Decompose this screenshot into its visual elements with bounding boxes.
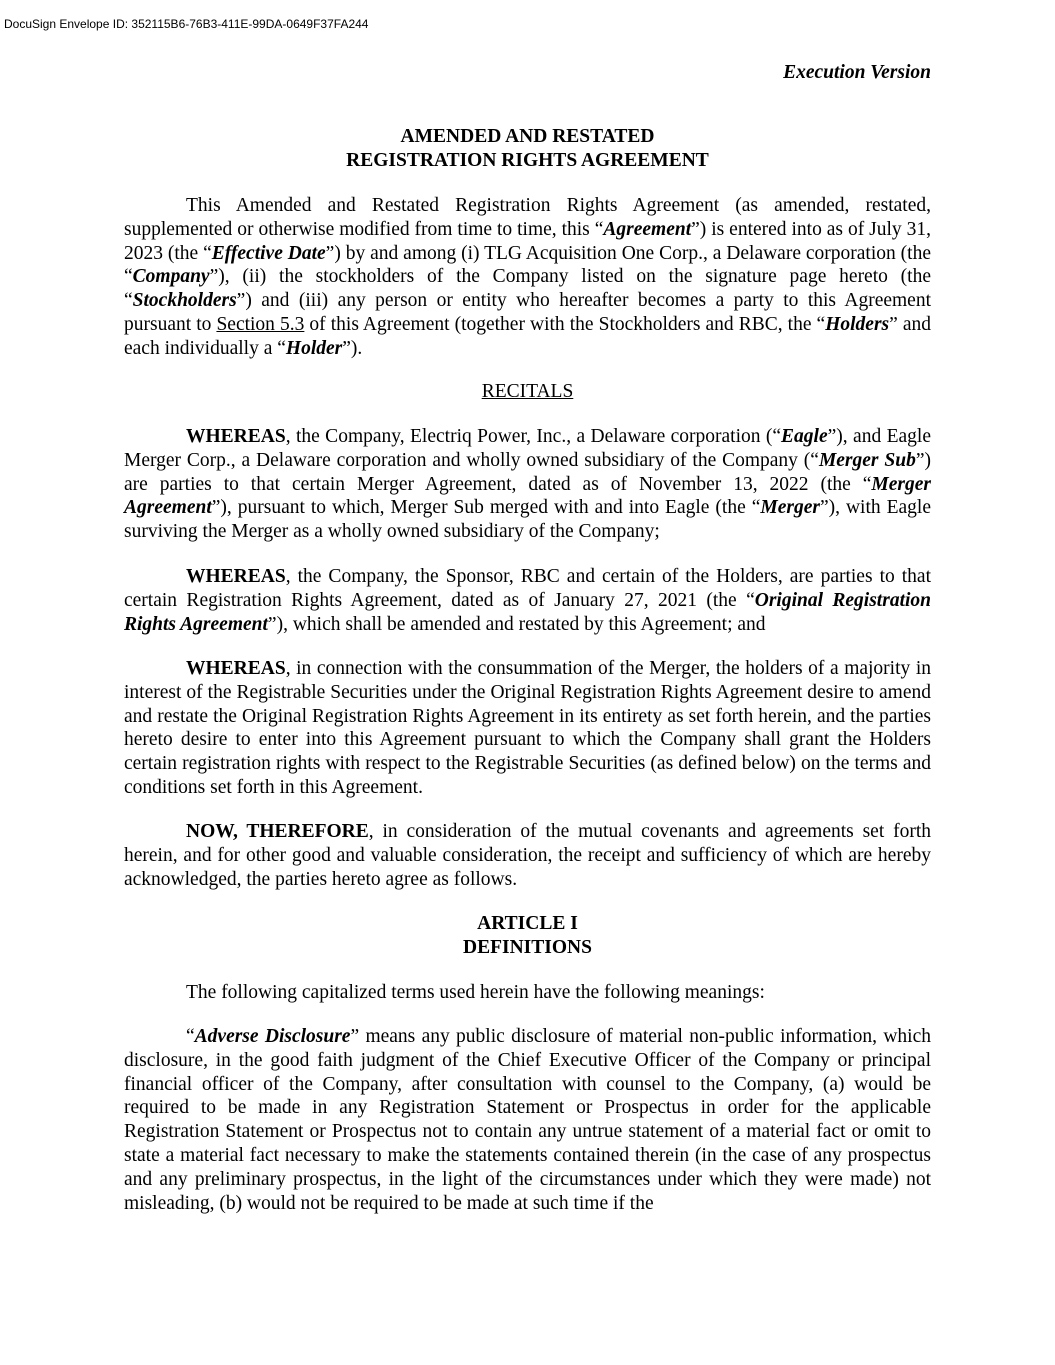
defined-term: Company [132,266,210,288]
docusign-envelope-id: DocuSign Envelope ID: 352115B6-76B3-411E-99DA-0649F37FA244 [4,17,369,31]
defined-term: Effective Date [211,242,326,264]
recitals-heading: RECITALS [481,381,574,402]
recital-paragraph: WHEREAS, in connection with the consummation of the Merger, the holders of a majority in interest of the Registrable Securities under the Original Registration Rights Agreement desire to amend and restate the Original Registration Rights Agreement in its entirety as set forth herein, and the parties hereto desire to enter into this Agreement pursuant to which the Company shall grant the Holders certain registration rights with respect to the Registrable Securities (as defined below) on the terms and conditions set forth in this Agreement. [124,658,931,798]
definitions-lead-in: The following capitalized terms used herein have the following meanings: [186,982,765,1003]
recital-paragraph: WHEREAS, the Company, Electriq Power, Inc., a Delaware corporation (“Eagle”), and Eagle Merger Corp., a Delaware corporation and wholly owned subsidiary of the Company (“Merger Sub”) are parties to that certain Merger Agreement, dated as of November 13, 2022 (the “Merger Agreement”), pursuant to which, Merger Sub merged with and into Eagle (the “Merger”), with Eagle surviving the Merger as a wholly owned subsidiary of the Company; [124,426,931,543]
article-title: DEFINITIONS [463,936,592,958]
article-heading [124,912,931,960]
defined-term: Holders [825,313,890,335]
section-reference: Section 5.3 [216,313,305,335]
defined-term: Stockholders [132,290,237,312]
intro-paragraph: This Amended and Restated Registration Rights Agreement (as amended, restated, supplemented or otherwise modified from time to time, this “Agreement”) is entered into as of July 31, 2023 (the “Effective Date”) by and among (i) TLG Acquisition One Corp., a Delaware corporation (the “Company”), (ii) the stockholders of the Company listed on the signature page hereto (the “Stockholders”) and (iii) any person or entity who hereafter becomes a party to this Agreement pursuant to Section 5.3 of this Agreement (together with the Stockholders and RBC, the “Holders” and each individually a “Holder”). [124,195,931,359]
now-therefore-paragraph: NOW, THEREFORE, in consideration of the mutual covenants and agreements set forth herein, and for other good and valuable consideration, the receipt and sufficiency of which are hereby acknowledged, the parties hereto agree as follows. [124,821,931,890]
article-number: ARTICLE I [477,913,578,934]
defined-term: Original Registration Rights Agreement [124,589,931,635]
defined-term: Holder [285,337,343,359]
title-line-1: AMENDED AND RESTATED [400,126,655,147]
title-line-2: REGISTRATION RIGHTS AGREEMENT [346,149,709,171]
defined-term: Adverse Disclosure [194,1026,351,1047]
document-title [124,125,931,173]
defined-term: Merger Sub [818,449,916,471]
recital-paragraph: WHEREAS, the Company, the Sponsor, RBC and certain of the Holders, are parties to that certain Registration Rights Agreement, dated as of January 27, 2021 (the “Original Registration Rights Agreement”), which shall be amended and restated by this Agreement; and [124,566,931,635]
defined-term: Merger Agreement [124,473,931,519]
defined-term: Agreement [603,218,692,240]
execution-version-label: Execution Version [783,62,931,83]
defined-term: Eagle [781,426,828,447]
defined-term: Merger [760,497,820,519]
definition-paragraph: “Adverse Disclosure” means any public disclosure of material non-public information, which disclosure, in the good faith judgment of the Chief Executive Officer of the Company or principal financial officer of the Company, after consultation with counsel to the Company, (a) would be required to be made in any Registration Statement or Prospectus in order for the applicable Registration Statement or Prospectus not to contain any untrue statement of a material fact or omit to state a material fact necessary to make the statements contained therein (in the case of any prospectus and any preliminary prospectus, in the light of the circumstances under which they were made) not misleading, (b) would not be required to be made at such time if the [124,1026,931,1214]
